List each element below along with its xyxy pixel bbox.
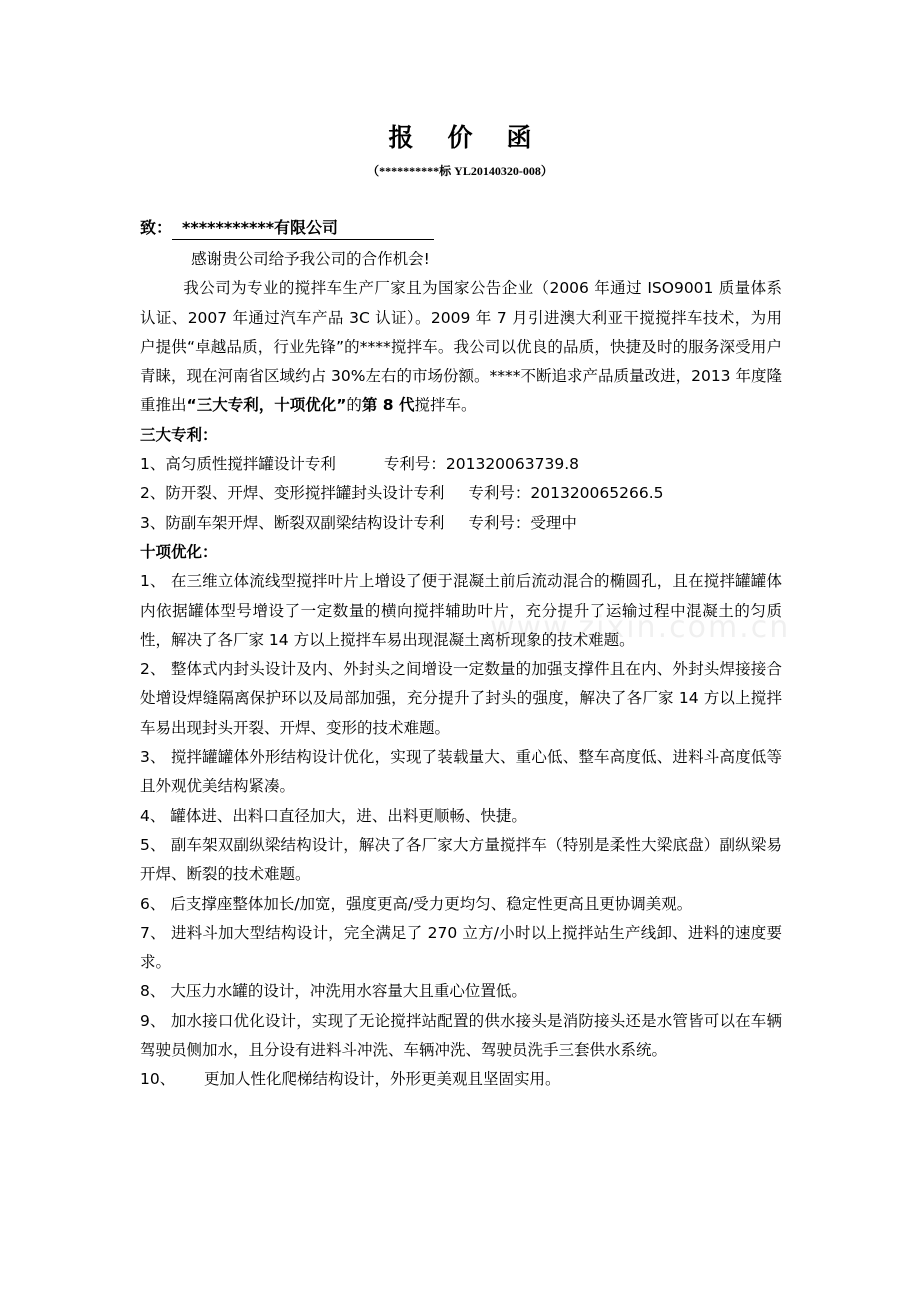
- optimization-text: 加水接口优化设计，实现了无论搅拌站配置的供水接头是消防接头还是水管皆可以在车辆驾驶员侧加水，且分设有进料斗冲洗、车辆冲洗、驾驶员洗手三套供水系统。: [140, 1011, 782, 1060]
- optimization-item: [140, 655, 782, 743]
- optimization-number: 2、: [140, 660, 166, 679]
- optimization-text: 后支撑座整体加长/加宽，强度更高/受力更均匀、稳定性更高且更协调美观。: [170, 894, 693, 913]
- patent-list: [140, 450, 782, 538]
- optimization-item: [140, 567, 782, 655]
- thanks-line: 感谢贵公司给予我公司的合作机会!: [191, 250, 430, 268]
- intro-text-part2-suffix: 搅拌车。: [414, 396, 477, 415]
- patent-name: 3、防副车架开焊、断裂双副梁结构设计专利: [140, 513, 445, 532]
- optimization-number: 9、: [140, 1011, 166, 1030]
- intro-text-part1: 我公司为专业的搅拌车生产厂家且为国家公告企业（2006 年通过 ISO9001 质量体系认证、2007 年通过汽车产品 3C 认证）。2009 年 7 月引进澳大利亚干搅搅拌车技术，为用户提供“卓越品质，行业先锋”的****搅拌车。我公司以优良的品质，快捷及时的服务深受用户青睐，现在河南省区域约占 30%左右的市场份额。****不断追求产品质量改进，2013 年度隆重推出: [140, 279, 782, 415]
- optimization-number: 1、: [140, 572, 166, 591]
- patent-item: [140, 450, 782, 479]
- optimization-number: 6、: [140, 894, 166, 913]
- patent-item: [140, 509, 782, 538]
- patent-number: 专利号：201320063739.8: [383, 455, 580, 474]
- patents-heading: 三大专利：: [140, 425, 218, 444]
- optimization-item: [140, 977, 782, 1006]
- patent-item: [140, 479, 782, 508]
- optimization-number: 8、: [140, 982, 166, 1001]
- watermark-text: www.zixin.com.cn: [490, 610, 791, 645]
- optimization-item: [140, 831, 782, 890]
- salutation: [140, 215, 434, 240]
- optimization-item: [140, 743, 782, 802]
- optimization-list: [140, 567, 782, 1094]
- optimization-text: 整体式内封头设计及内、外封头之间增设一定数量的加强支撑件且在内、外封头焊接接合处增设焊缝隔离保护环以及局部加强，充分提升了封头的强度，解决了各厂家 14 方以上搅拌车易出现封头开裂、开焊、变形的技术难题。: [140, 660, 782, 737]
- salutation-prefix: 致：: [140, 218, 173, 237]
- optimization-number: 4、: [140, 806, 166, 825]
- optimization-number: 10、: [140, 1070, 176, 1089]
- intro-text-part2-prefix: 的: [346, 396, 362, 415]
- optimization-text: 罐体进、出料口直径加大，进、出料更顺畅、快捷。: [170, 806, 527, 825]
- optimization-text: 大压力水罐的设计，冲洗用水容量大且重心位置低。: [170, 982, 527, 1001]
- patent-name: 2、防开裂、开焊、变形搅拌罐封头设计专利: [140, 484, 445, 503]
- recipient-name: ***********有限公司: [172, 218, 434, 240]
- intro-highlight: “三大专利，十项优化”: [186, 396, 347, 415]
- letter-body: [140, 245, 782, 1095]
- optimization-text: 更加人性化爬梯结构设计，外形更美观且坚固实用。: [204, 1070, 561, 1089]
- optimization-item: [140, 919, 782, 978]
- optimization-number: 7、: [140, 923, 166, 942]
- patent-number: 专利号：受理中: [468, 513, 577, 532]
- patent-number: 专利号：201320065266.5: [468, 484, 664, 503]
- optimization-text: 副车架双副纵梁结构设计，解决了各厂家大方量搅拌车（特别是柔性大梁底盘）副纵梁易开焊、断裂的技术难题。: [140, 835, 782, 884]
- optimizations-heading: 十项优化：: [140, 542, 218, 561]
- optimization-item: [140, 802, 782, 831]
- optimization-text: 在三维立体流线型搅拌叶片上增设了便于混凝土前后流动混合的椭圆孔，且在搅拌罐罐体内依据罐体型号增设了一定数量的横向搅拌辅助叶片，充分提升了运输过程中混凝土的匀质性，解决了各厂家 14 方以上搅拌车易出现混凝土离析现象的技术难题。: [140, 572, 782, 649]
- optimization-item: [140, 890, 782, 919]
- optimization-item: [140, 1007, 782, 1066]
- intro-paragraph: [140, 274, 782, 420]
- optimization-item: [140, 1065, 782, 1094]
- optimization-text: 进料斗加大型结构设计，完全满足了 270 立方/小时以上搅拌站生产线卸、进料的速度要求。: [140, 923, 782, 972]
- optimization-number: 3、: [140, 748, 166, 767]
- optimization-text: 搅拌罐罐体外形结构设计优化，实现了装载量大、重心低、整车高度低、进料斗高度低等且外观优美结构紧凑。: [140, 748, 782, 796]
- optimization-number: 5、: [140, 835, 166, 854]
- intro-generation: 第 8 代: [361, 396, 415, 415]
- patent-name: 1、高匀质性搅拌罐设计专利: [140, 455, 336, 474]
- document-subtitle: （**********标 YL20140320-008）: [367, 164, 553, 178]
- document-title: 报价函: [388, 123, 566, 152]
